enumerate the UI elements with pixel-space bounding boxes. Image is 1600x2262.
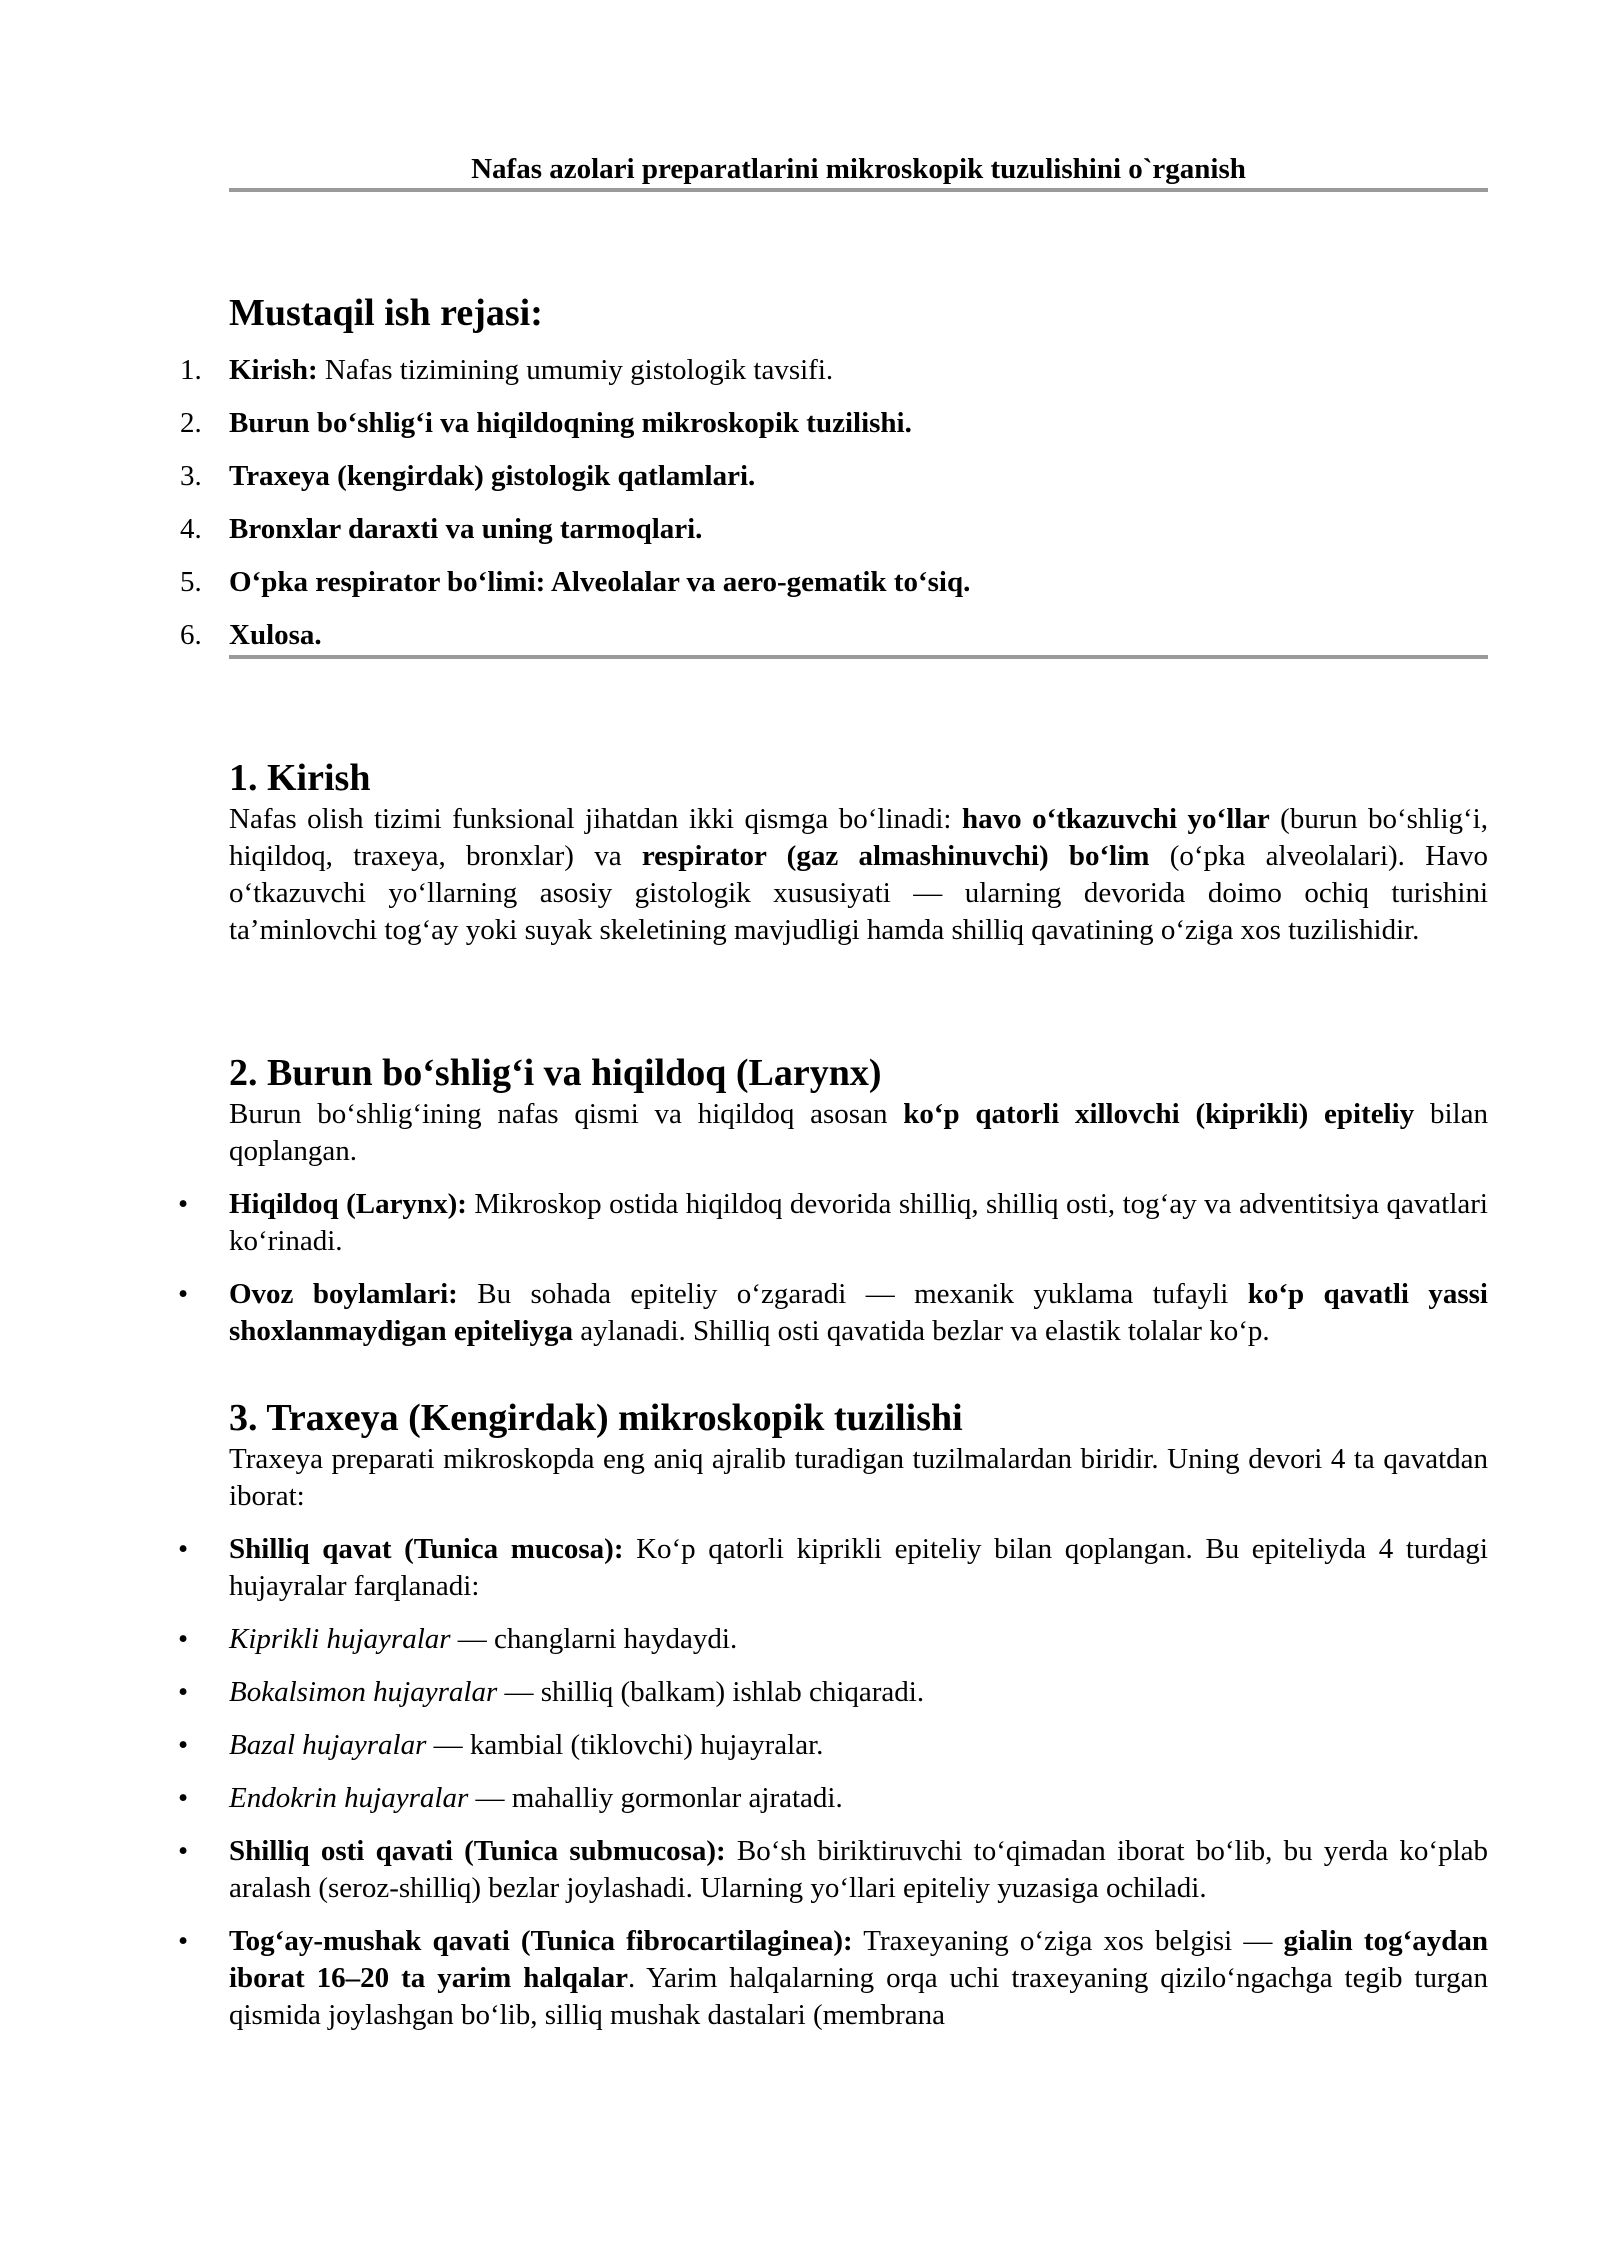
bullet-icon: •	[178, 1925, 189, 1957]
plan-rule	[229, 655, 1488, 659]
paragraph: Nafas olish tizimi funksional jihatdan ikki qismga bo‘linadi: havo o‘tkazuvchi yo‘llar (burun bo‘shlig‘i, hiqildoq, traxeya, bronxlar) va respirator (gaz almashinuvchi) bo‘lim (o‘pka alveolalari). Havo o‘tkazuvchi yo‘llarning asosiy gistologik xususiyati — ularning devorida doimo ochiq turishini ta’minlovchi tog‘ay yoki suyak skeletining mavjudligi hamda shilliq qavatining o‘ziga xos tuzilishidir.	[229, 803, 1489, 946]
plan-title: Mustaqil ish rejasi:	[229, 292, 543, 334]
plan-item-number: 2.	[180, 407, 202, 439]
bullet-icon: •	[178, 1676, 189, 1708]
plan-item-bold: O‘pka respirator bo‘limi: Alveolalar va aero-gematik to‘siq.	[229, 566, 971, 598]
bullet-icon: •	[178, 1188, 189, 1220]
plan-item	[0, 352, 1600, 405]
list-item: • Endokrin hujayralar — mahalliy gormonlar ajratadi.	[229, 1780, 1488, 1817]
plan-list	[0, 352, 1600, 670]
bullet-icon: •	[178, 1835, 189, 1867]
section-introduction	[229, 755, 1488, 949]
list-item: • Shilliq osti qavati (Tunica submucosa): Bo‘sh biriktiruvchi to‘qimadan iborat bo‘lib, bu yerda ko‘plab aralash (seroz-shilliq) bezlar joylashadi. Ularning yo‘llari epiteliy yuzasiga ochiladi.	[178, 1835, 1489, 1904]
section-nasal-larynx	[178, 1050, 1488, 1366]
running-header-title: Nafas azolari preparatlarini mikroskopik tuzulishini o`rganish	[471, 153, 1246, 185]
plan-item-text: Nafas tizimining umumiy gistologik tavsifi.	[317, 354, 834, 386]
section-heading: 3. Traxeya (Kengirdak) mikroskopik tuzilishi	[229, 1397, 963, 1439]
plan-item	[0, 458, 1600, 511]
section-trachea	[178, 1395, 1489, 2050]
plan-item-bold: Burun bo‘shlig‘i va hiqildoqning mikroskopik tuzilishi.	[229, 407, 912, 439]
plan-item-bold: Xulosa.	[229, 619, 322, 651]
list-item: • Shilliq qavat (Tunica mucosa): Ko‘p qatorli kiprikli epiteliy bilan qoplangan. Bu epiteliyda 4 turdagi hujayralar farqlanadi:	[178, 1533, 1488, 1602]
plan-item	[0, 511, 1600, 564]
paragraph: Burun bo‘shlig‘ining nafas qismi va hiqildoq asosan ko‘p qatorli xillovchi (kiprikli) epiteliy bilan qoplangan.	[229, 1098, 1488, 1167]
plan-item-number: 5.	[180, 566, 202, 598]
list-item: • Hiqildoq (Larynx): Mikroskop ostida hiqildoq devorida shilliq, shilliq osti, tog‘ay va adventitsiya qavatlari ko‘rinadi.	[178, 1188, 1488, 1257]
bullet-list	[178, 1531, 1489, 2034]
list-item: • Bokalsimon hujayralar — shilliq (balkam) ishlab chiqaradi.	[229, 1674, 1488, 1711]
plan-item	[0, 405, 1600, 458]
section-heading: 1. Kirish	[229, 757, 371, 799]
plan-item	[0, 617, 1600, 670]
list-item: • Tog‘ay-mushak qavati (Tunica fibrocartilaginea): Traxeyaning o‘ziga xos belgisi — gialin tog‘aydan iborat 16–20 ta yarim halqalar. Yarim halqalarning orqa uchi traxeyaning qizilo‘ngachga tegib turgan qismida joylashgan bo‘lib, silliq mushak dastalari (membrana	[178, 1925, 1488, 2031]
bullet-icon: •	[178, 1533, 189, 1565]
bullet-icon: •	[178, 1782, 189, 1814]
bullet-icon: •	[178, 1278, 189, 1310]
plan-item-number: 4.	[180, 513, 202, 545]
plan-item-number: 1.	[180, 354, 202, 386]
bullet-icon: •	[178, 1623, 189, 1655]
plan-item-bold: Kirish:	[229, 354, 318, 386]
list-item: • Ovoz boylamlari: Bu sohada epiteliy o‘zgaradi — mexanik yuklama tufayli ko‘p qavatli yassi shoxlanmaydigan epiteliyga aylanadi. Shilliq osti qavatida bezlar va elastik tolalar ko‘p.	[178, 1278, 1488, 1347]
bullet-icon: •	[178, 1729, 189, 1761]
plan-item-number: 6.	[180, 619, 202, 651]
list-item: • Bazal hujayralar — kambial (tiklovchi) hujayralar.	[229, 1727, 1488, 1764]
plan-item-bold: Bronxlar daraxti va uning tarmoqlari.	[229, 513, 703, 545]
section-heading: 2. Burun bo‘shlig‘i va hiqildoq (Larynx)	[229, 1052, 882, 1094]
plan-item-bold: Traxeya (kengirdak) gistologik qatlamlari.	[229, 460, 756, 492]
list-item: • Kiprikli hujayralar — changlarni haydaydi.	[229, 1621, 1488, 1658]
header-rule	[229, 188, 1488, 192]
plan-item-number: 3.	[180, 460, 202, 492]
plan-item	[0, 564, 1600, 617]
bullet-list	[178, 1186, 1488, 1350]
paragraph: Traxeya preparati mikroskopda eng aniq ajralib turadigan tuzilmalardan biridir. Uning devori 4 ta qavatdan iborat:	[229, 1443, 1488, 1512]
